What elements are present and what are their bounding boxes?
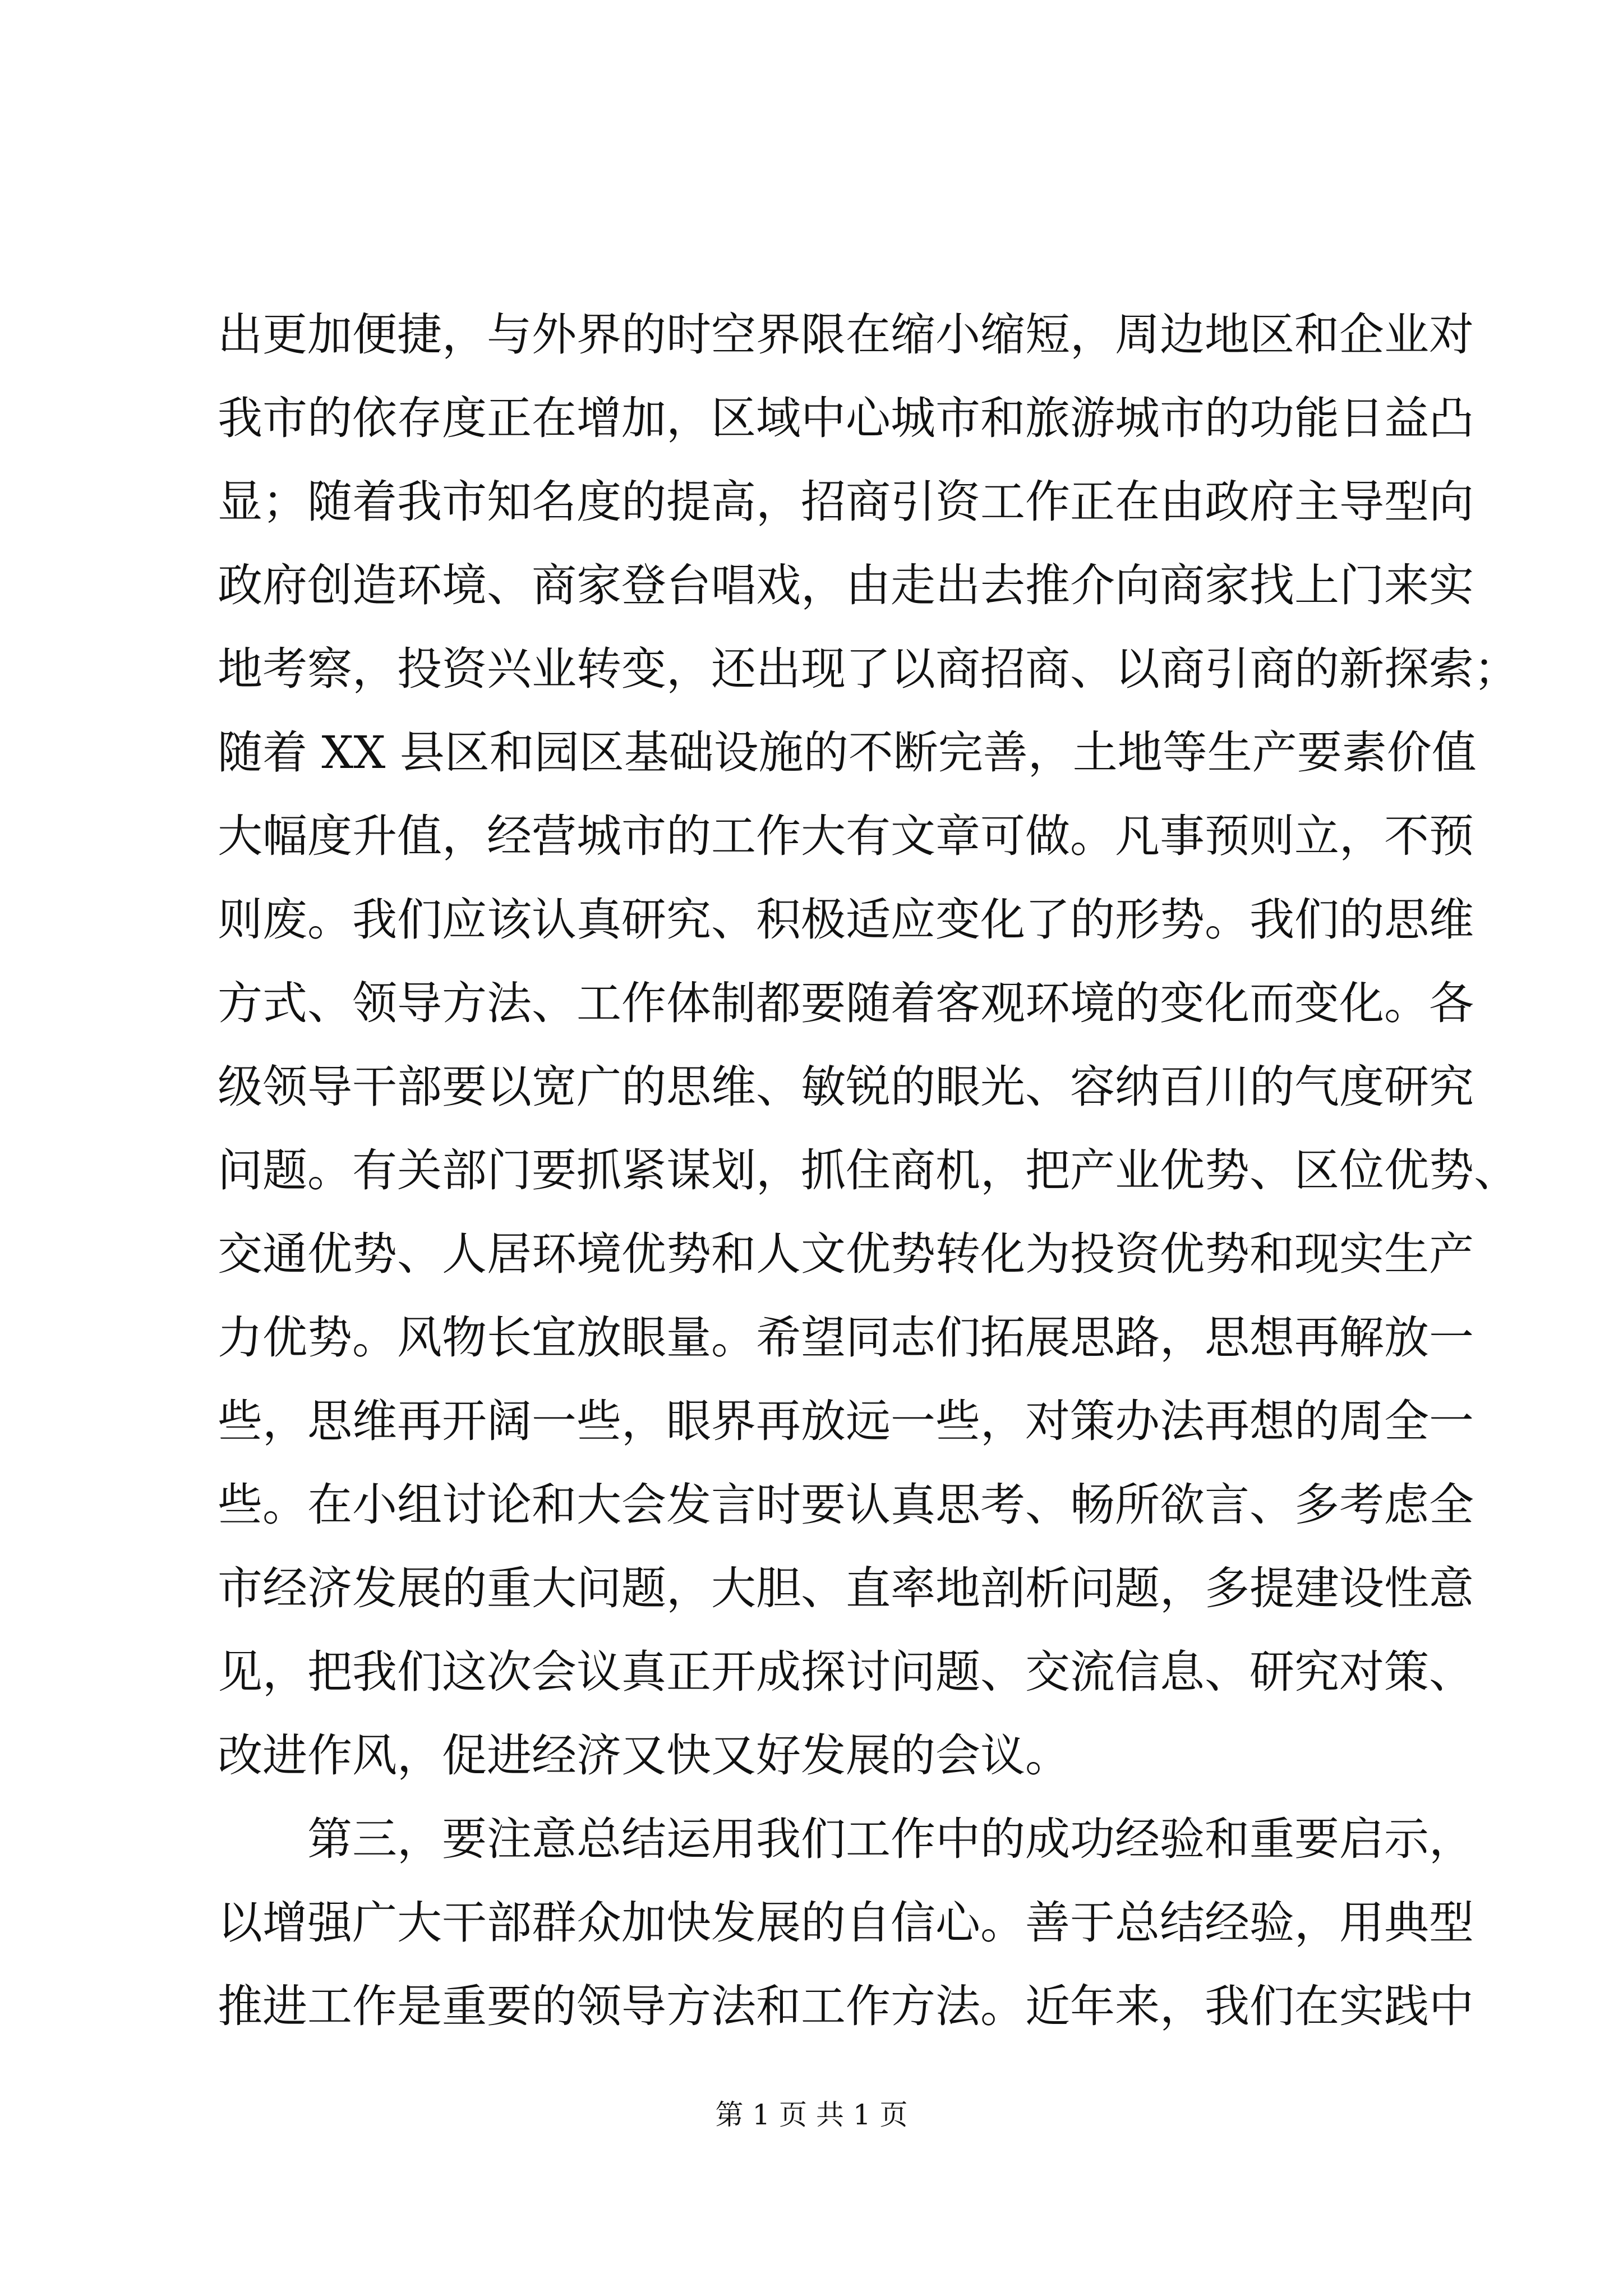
text-line: 问题。有关部门要抓紧谋划，抓住商机，把产业优势、区位优势、 — [218, 1144, 1519, 1197]
page-number-footer: 第 1 页 共 1 页 — [715, 2099, 908, 2131]
body-text — [218, 293, 1519, 2048]
text-line: 市经济发展的重大问题，大胆、直率地剖析问题，多提建设性意 — [218, 1562, 1474, 1614]
text-line: 见，把我们这次会议真正开成探讨问题、交流信息、研究对策、 — [218, 1646, 1474, 1698]
text-line: 推进工作是重要的领导方法和工作方法。近年来，我们在实践中 — [218, 1980, 1474, 2032]
text-line: 则废。我们应该认真研究、积极适应变化了的形势。我们的思维 — [218, 894, 1474, 946]
text-line: 地考察，投资兴业转变，还出现了以商招商、以商引商的新探索； — [218, 643, 1519, 695]
text-line: 交通优势、人居环境优势和人文优势转化为投资优势和现实生产 — [218, 1228, 1474, 1280]
text-line: 些，思维再开阔一些，眼界再放远一些，对策办法再想的周全一 — [218, 1395, 1474, 1447]
text-line: 第三，要注意总结运用我们工作中的成功经验和重要启示， — [307, 1813, 1474, 1865]
text-line: 我市的依存度正在增加，区域中心城市和旅游城市的功能日益凸 — [218, 392, 1474, 444]
text-line: 显；随着我市知名度的提高，招商引资工作正在由政府主导型向 — [218, 476, 1474, 528]
text-line: 随着 XX 县区和园区基础设施的不断完善，土地等生产要素价值 — [218, 726, 1477, 779]
text-line: 力优势。风物长宜放眼量。希望同志们拓展思路，思想再解放一 — [218, 1312, 1474, 1364]
text-line: 政府创造环境、商家登台唱戏，由走出去推介向商家找上门来实 — [218, 559, 1474, 611]
text-line: 改进作风，促进经济又快又好发展的会议。 — [218, 1729, 1070, 1782]
text-line: 级领导干部要以宽广的思维、敏锐的眼光、容纳百川的气度研究 — [218, 1061, 1474, 1113]
text-line: 出更加便捷，与外界的时空界限在缩小缩短，周边地区和企业对 — [218, 309, 1474, 361]
text-line: 些。在小组讨论和大会发言时要认真思考、畅所欲言、多考虑全 — [218, 1479, 1474, 1531]
text-line: 以增强广大干部群众加快发展的自信心。善于总结经验，用典型 — [218, 1897, 1474, 1949]
text-line: 方式、领导方法、工作体制都要随着客观环境的变化而变化。各 — [218, 977, 1474, 1029]
text-line: 大幅度升值，经营城市的工作大有文章可做。凡事预则立，不预 — [218, 810, 1474, 862]
